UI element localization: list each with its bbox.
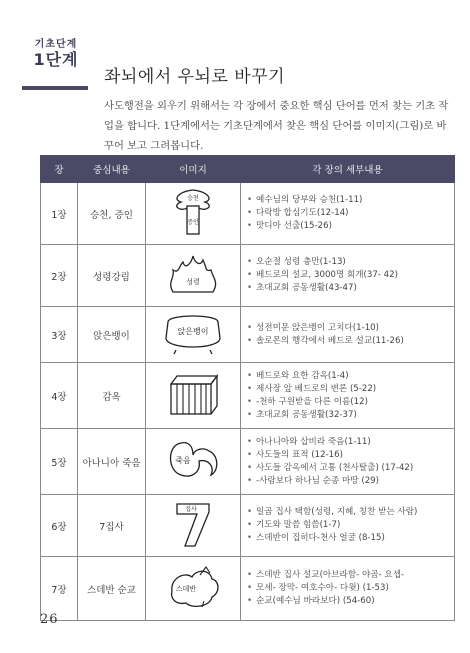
stage-small-label: 기초단계: [34, 39, 78, 50]
chapter-cell: 2장: [41, 245, 78, 307]
detail-item: • 순교(예수님 바라보다) (54-60): [247, 595, 448, 608]
detail-item: • 베드로와 요한 감옥(1-4): [247, 370, 448, 383]
ascension-drawing: [163, 186, 223, 238]
detail-item: • 예수님의 당부와 승천(1-11): [247, 194, 448, 207]
intro-paragraph: 사도행전을 외우기 위해서는 각 장에서 중요한 핵심 단어를 먼저 찾는 기초 작업을 합니다. 1단계에서는 기초단계에서 찾은 핵심 단어를 이미지(그림)로 바꾸어 보고 그려봅니다.: [104, 100, 449, 152]
drawing-text-1b: 증인: [187, 219, 199, 226]
chapter-cell: 1장: [41, 183, 78, 245]
details-list: [247, 370, 448, 422]
topic-cell: 7집사: [78, 495, 146, 557]
death-drawing: [163, 435, 223, 485]
drawing-text-1a: 승천: [187, 195, 199, 202]
table-row: [41, 245, 455, 307]
content-table: [40, 155, 454, 621]
table-row: [41, 363, 455, 429]
stephen-martyr-drawing: [162, 561, 224, 613]
detail-item: • 다락방 합심기도(12-14): [247, 207, 448, 220]
detail-item: • 사도들의 표적 (12-16): [247, 449, 448, 462]
table-header-row: [41, 156, 455, 183]
topic-cell: 앉은뱅이: [78, 307, 146, 363]
detail-item: • 사도들 감옥에서 고통 (천사탈출) (17-42): [247, 462, 448, 475]
details-list: [247, 256, 448, 295]
topic-cell: 스데반 순교: [78, 557, 146, 621]
detail-item: • 스데반이 집히다-천사 얼굴 (8-15): [247, 532, 448, 545]
stage-big-label: 1단계: [33, 50, 79, 69]
chapter-cell: 4장: [41, 363, 78, 429]
detail-item: • 일곱 집사 택함(성령, 지혜, 칭찬 받는 사람): [247, 506, 448, 519]
topic-cell: 승천, 증인: [78, 183, 146, 245]
detail-item: • 오순절 성령 충만(1-13): [247, 256, 448, 269]
table-row: [41, 429, 455, 495]
details-list: [247, 569, 448, 608]
detail-item: • 초대교회 공동생활(32-37): [247, 409, 448, 422]
detail-item: • 제사장 앞 베드로의 변론 (5-22): [247, 383, 448, 396]
page-number: 26: [40, 612, 59, 627]
details-list: [247, 322, 448, 348]
header-image: 이미지: [146, 156, 241, 183]
table-row: [41, 495, 455, 557]
stage-badge: [24, 40, 88, 68]
table-row: [41, 183, 455, 245]
detail-item: • 성전미문 앉은뱅이 고치다(1-10): [247, 322, 448, 335]
header-details: 각 장의 세부내용: [241, 156, 455, 183]
detail-item: • -사람보다 하나님 순종 마땅 (29): [247, 475, 448, 488]
table-row: [41, 307, 455, 363]
details-list: [247, 506, 448, 545]
details-list: [247, 194, 448, 233]
chapter-cell: 5장: [41, 429, 78, 495]
drawing-text-7: 스데반: [175, 585, 197, 593]
topic-cell: 성령강림: [78, 245, 146, 307]
topic-cell: 아나니아 죽음: [78, 429, 146, 495]
details-list: [247, 436, 448, 488]
detail-item: • 솔로몬의 행각에서 베드로 설교(11-26): [247, 335, 448, 348]
drawing-text-6: 집사: [185, 506, 197, 513]
detail-item: • 모세- 장막- 여호수아- 다윗) (1-53): [247, 582, 448, 595]
header-topic: 중심내용: [78, 156, 146, 183]
header-rule: [22, 86, 88, 90]
prison-drawing: [163, 370, 223, 418]
detail-item: • -천하 구원받을 다른 이름(12): [247, 396, 448, 409]
lame-man-drawing: [162, 310, 224, 356]
drawing-text-3: 앉은뱅이: [177, 327, 209, 336]
chapter-cell: 3장: [41, 307, 78, 363]
seven-deacons-drawing: [163, 498, 223, 550]
detail-item: • 기도와 말씀 힘씀(1-7): [247, 519, 448, 532]
pentecost-flame-drawing: [163, 248, 223, 300]
detail-item: • 맛디아 선출(15-26): [247, 220, 448, 233]
chapter-cell: 7장: [41, 557, 78, 621]
page-title: 좌뇌에서 우뇌로 바꾸기: [104, 67, 286, 87]
header-chapter: 장: [41, 156, 78, 183]
detail-item: • 스데반 집사 설교(아브라함- 야곱- 요셉-: [247, 569, 448, 582]
detail-item: • 아나니아와 삽비라 죽음(1-11): [247, 436, 448, 449]
table-row: [41, 557, 455, 621]
chapter-cell: 6장: [41, 495, 78, 557]
detail-item: • 초대교회 공동생활(43-47): [247, 282, 448, 295]
topic-cell: 감옥: [78, 363, 146, 429]
detail-item: • 베드로의 설교, 3000명 회개(37- 42): [247, 269, 448, 282]
drawing-text-5: 죽음: [175, 456, 191, 465]
drawing-text-2: 성령: [186, 278, 200, 286]
